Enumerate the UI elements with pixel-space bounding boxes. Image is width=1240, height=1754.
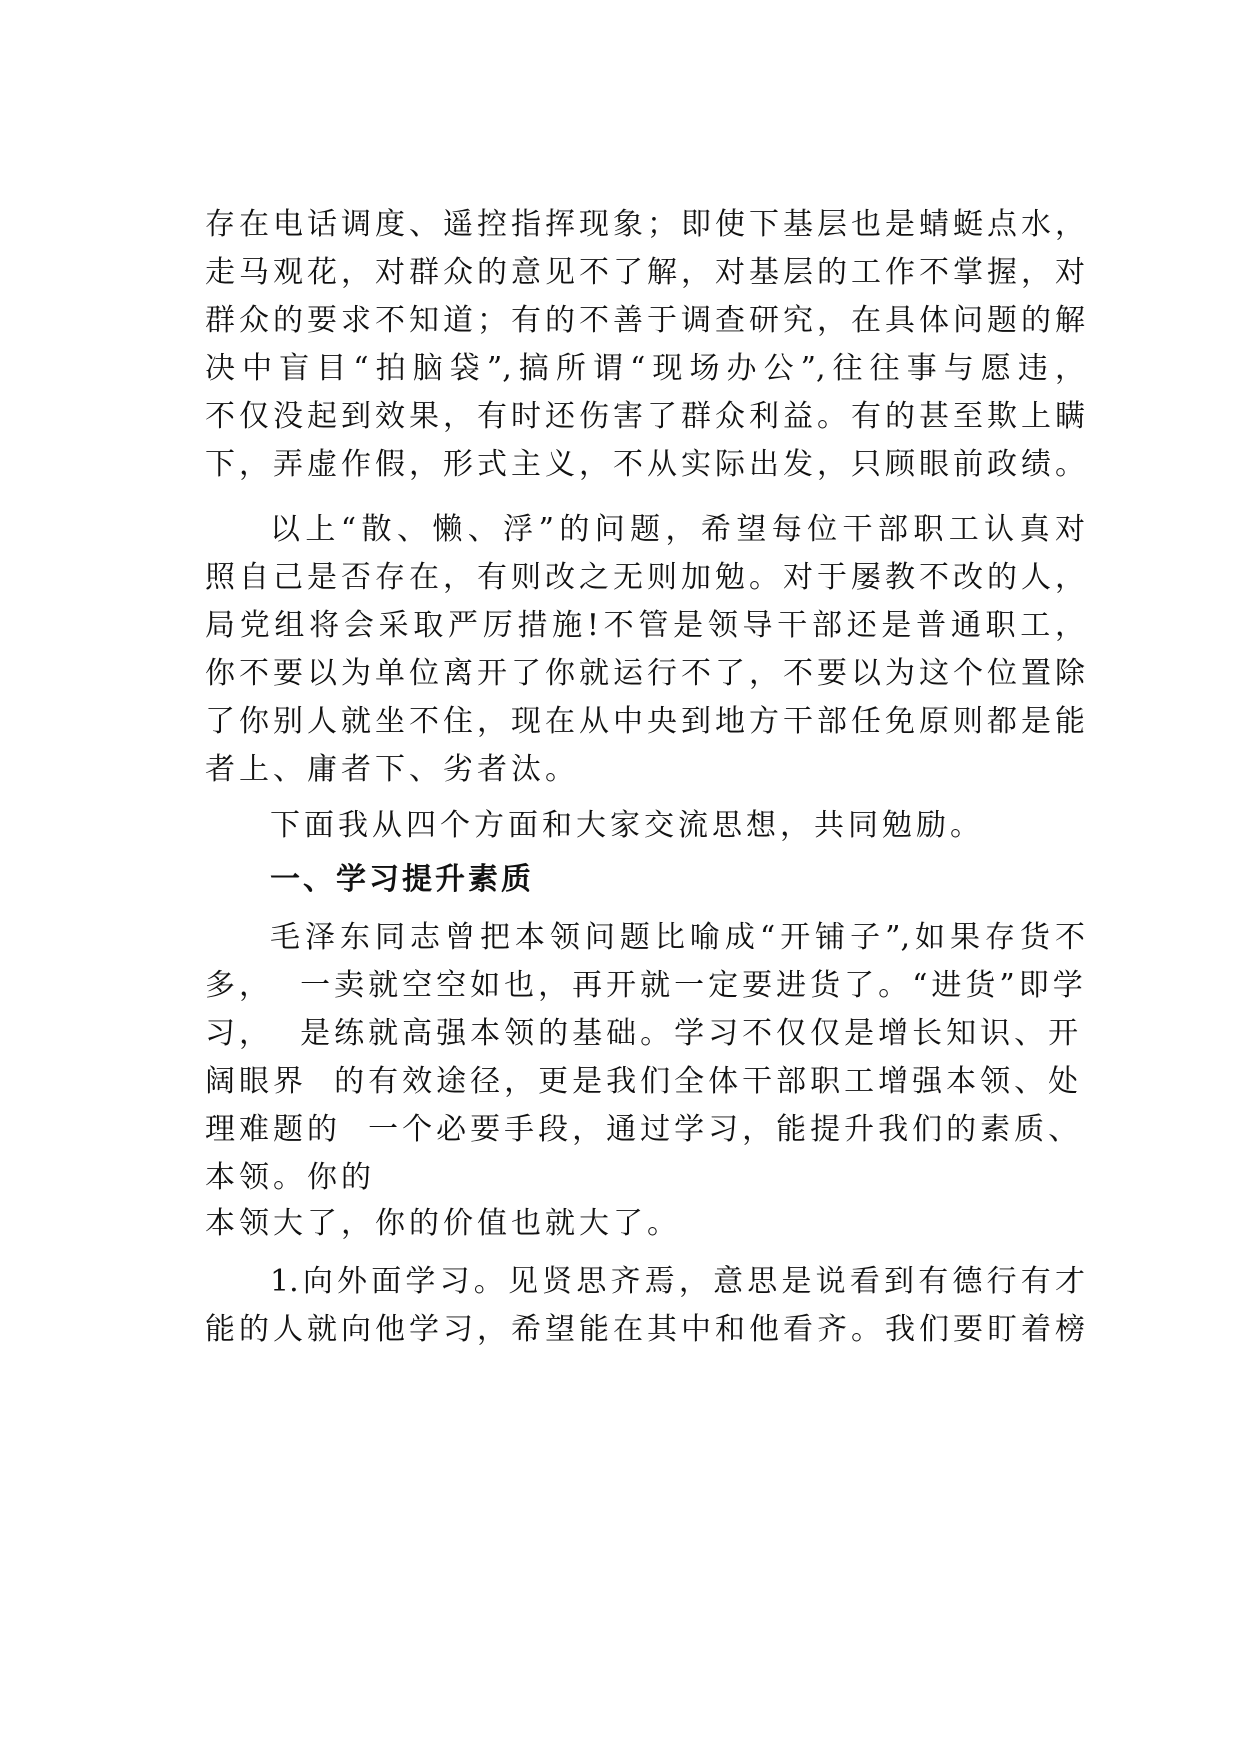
text-line: 下面我从四个方面和大家交流思想，共同勉励。	[270, 808, 984, 843]
text-line: 下，弄虚作假，形式主义，不从实际出发，只顾眼前政绩。	[205, 447, 1085, 482]
text-line: 以上“散、懒、浮”的问题，希望每位干部职工认真对	[270, 512, 1085, 547]
text-line: 习， 是练就高强本领的基础。学习不仅仅是增长知识、开	[205, 1016, 1083, 1051]
text-line: 理难题的 一个必要手段，通过学习，能提升我们的素质、	[205, 1112, 1083, 1147]
text-line: 1.向外面学习。见贤思齐焉，意思是说看到有德行有才	[270, 1264, 1085, 1299]
text-line: 多， 一卖就空空如也，再开就一定要进货了。“进货”即学	[205, 968, 1087, 1003]
text-line: 决中盲目“拍脑袋”,搞所谓“现场办公”,往往事与愿违，	[205, 351, 1085, 386]
text-line: 群众的要求不知道；有的不善于调查研究，在具体问题的解	[205, 303, 1085, 338]
text-line: 存在电话调度、遥控指挥现象；即使下基层也是蜻蜓点水，	[205, 207, 1085, 242]
text-line: 照自己是否存在，有则改之无则加勉。对于屡教不改的人，	[205, 560, 1085, 595]
text-line: 你不要以为单位离开了你就运行不了，不要以为这个位置除	[205, 656, 1085, 691]
text-line: 不仅没起到效果，有时还伤害了群众利益。有的甚至欺上瞒	[205, 399, 1085, 434]
text-line: 本领。你的	[205, 1160, 375, 1195]
text-line: 阔眼界 的有效途径，更是我们全体干部职工增强本领、处	[205, 1064, 1083, 1099]
text-line: 走马观花，对群众的意见不了解，对基层的工作不掌握，对	[205, 255, 1085, 290]
text-line: 局党组将会采取严厉措施!不管是领导干部还是普通职工，	[205, 608, 1085, 643]
text-line: 本领大了，你的价值也就大了。	[205, 1206, 681, 1241]
text-line: 者上、庸者下、劣者汰。	[205, 752, 579, 787]
text-line: 了你别人就坐不住，现在从中央到地方干部任免原则都是能	[205, 704, 1085, 739]
text-line: 能的人就向他学习，希望能在其中和他看齐。我们要盯着榜	[205, 1312, 1085, 1347]
text-line: 毛泽东同志曾把本领问题比喻成“开铺子”,如果存货不	[270, 920, 1085, 955]
section-heading: 一、学习提升素质	[270, 862, 534, 897]
